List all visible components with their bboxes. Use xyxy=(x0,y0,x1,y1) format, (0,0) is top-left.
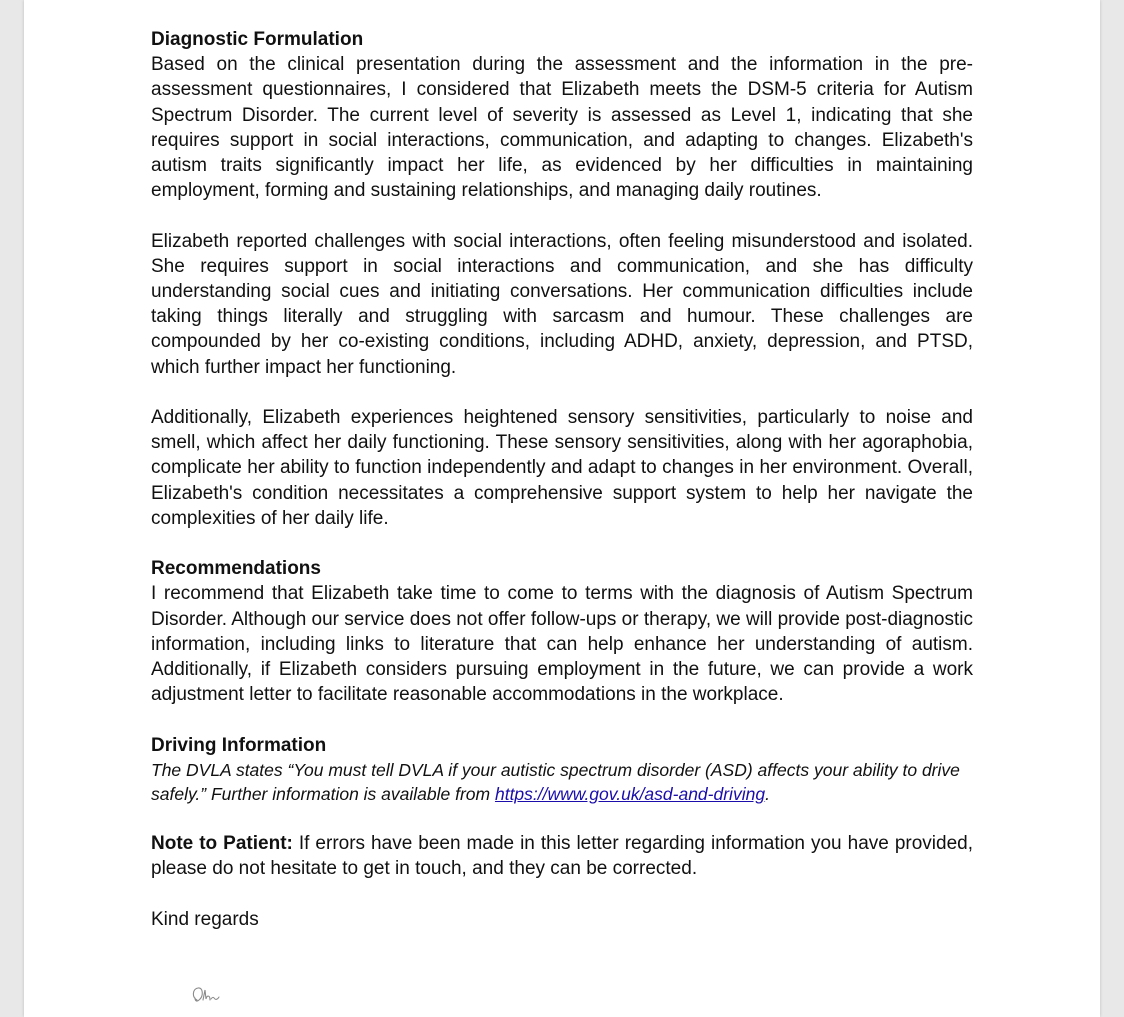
letter-body xyxy=(151,27,973,932)
spacer xyxy=(151,806,973,831)
diagnostic-formulation-heading: Diagnostic Formulation xyxy=(151,29,364,50)
document-page xyxy=(24,0,1100,1017)
driving-information-text xyxy=(151,758,973,806)
driving-information-heading: Driving Information xyxy=(151,734,327,756)
driving-text-before-link: The DVLA states “You must tell DVLA if your autistic spectrum disorder (ASD) affects your ability to drive safely.” Further information is available from xyxy=(151,759,960,804)
diagnostic-paragraph-1: Based on the clinical presentation during the assessment and the information in the pre-assessment questionnaires, I considered that Elizabeth meets the DSM-5 criteria for Autism Spectrum Disorder. The current level of severity is assessed as Level 1, indicating that she requires support in social interactions, communication, and adapting to changes. Elizabeth's autism traits significantly impact her life, as evidenced by her difficulties in maintaining employment, forming and sustaining relationships, and managing daily routines. xyxy=(151,54,973,202)
note-to-patient-label: Note to Patient: xyxy=(151,833,293,855)
driving-text-after-link: . xyxy=(765,783,770,804)
diagnostic-paragraph-2: Elizabeth reported challenges with social interactions, often feeling misunderstood and isolated. She requires support in social interactions and communication, and she has difficulty understanding social cues and initiating conversations. Her communication difficulties include taking things literally and struggling with sarcasm and humour. These challenges are compounded by her co-existing conditions, including ADHD, anxiety, depression, and PTSD, which further impact her functioning. xyxy=(151,230,973,378)
note-to-patient-text: If errors have been made in this letter regarding information you have provided, please do not hesitate to get in touch, and they can be corrected. xyxy=(151,833,974,880)
closing-salutation: Kind regards xyxy=(151,908,259,930)
spacer xyxy=(151,380,973,405)
diagnostic-paragraph-3: Additionally, Elizabeth experiences heightened sensory sensitivities, particularly to noise and smell, which affect her daily functioning. These sensory sensitivities, along with her agoraphobia, complicate her ability to function independently and adapt to changes in her environment. Overall, Elizabeth's condition necessitates a comprehensive support system to help her navigate the complexities of her daily life. xyxy=(151,407,973,529)
spacer xyxy=(151,881,973,906)
recommendations-paragraph: I recommend that Elizabeth take time to come to terms with the diagnosis of Autism Spectrum Disorder. Although our service does not offer follow-ups or therapy, we will provide post-diagnostic information, including links to literature that can help enhance her understanding of autism. Additionally, if Elizabeth considers pursuing employment in the future, we can provide a work adjustment letter to facilitate reasonable accommodations in the workplace. xyxy=(151,583,974,706)
dvla-asd-driving-link[interactable]: https://www.gov.uk/asd-and-driving xyxy=(494,783,766,804)
recommendations-heading: Recommendations xyxy=(151,558,321,580)
handwritten-signature-icon xyxy=(190,984,230,1010)
note-to-patient xyxy=(151,831,973,881)
spacer xyxy=(151,531,973,556)
spacer xyxy=(151,707,973,732)
spacer xyxy=(151,203,973,228)
